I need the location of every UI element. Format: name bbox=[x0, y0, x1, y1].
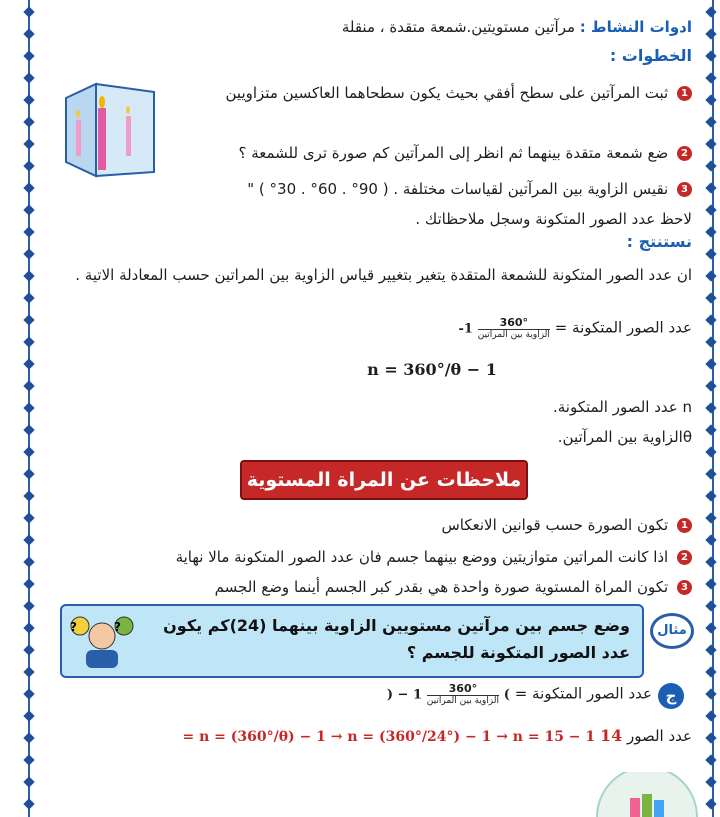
formula-minus-one: 1- bbox=[458, 321, 473, 337]
border-dot bbox=[23, 28, 34, 39]
border-dot bbox=[705, 534, 716, 545]
border-dot bbox=[23, 732, 34, 743]
border-dot bbox=[705, 666, 716, 677]
border-dot bbox=[705, 798, 716, 809]
step-text: ضع شمعة متقدة بينهما ثم انظر إلى المرآتين كم صورة ترى للشمعة ؟ bbox=[238, 144, 669, 162]
border-dot bbox=[705, 72, 716, 83]
border-dot bbox=[23, 116, 34, 127]
border-dot bbox=[705, 182, 716, 193]
border-dot bbox=[705, 754, 716, 765]
solution-tail: 1 − ( bbox=[386, 687, 423, 703]
activity-label: ادوات النشاط : bbox=[579, 18, 692, 36]
thinking-student-icon bbox=[70, 612, 134, 670]
formula-line bbox=[52, 316, 692, 340]
border-dot bbox=[23, 534, 34, 545]
border-dot bbox=[705, 446, 716, 457]
border-dot bbox=[23, 468, 34, 479]
border-dot bbox=[23, 160, 34, 171]
final-label: عدد الصور bbox=[626, 727, 692, 745]
border-dot bbox=[23, 380, 34, 391]
border-dot bbox=[23, 270, 34, 281]
note-number: 1 bbox=[677, 518, 692, 533]
border-dot bbox=[23, 578, 34, 589]
solution-paren-close: ) bbox=[503, 687, 510, 703]
border-dot bbox=[23, 402, 34, 413]
border-dot bbox=[705, 50, 716, 61]
step-1 bbox=[212, 78, 692, 108]
border-dot bbox=[23, 688, 34, 699]
border-dot bbox=[23, 94, 34, 105]
right-dotted-border bbox=[698, 0, 714, 817]
border-dot bbox=[23, 556, 34, 567]
step-number: 1 bbox=[677, 86, 692, 101]
border-dot bbox=[23, 6, 34, 17]
note-3 bbox=[52, 578, 692, 596]
border-dot bbox=[705, 490, 716, 501]
notes-banner: ملاحظات عن المراة المستوية bbox=[240, 460, 528, 500]
mirrors-candle-illustration bbox=[64, 80, 156, 180]
border-dot bbox=[23, 666, 34, 677]
border-dot bbox=[705, 578, 716, 589]
solution-label: عدد الصور المتكونة = bbox=[514, 684, 652, 703]
step-3 bbox=[212, 174, 692, 234]
example-question: وضع جسم بين مرآتين مستويين الزاوية بينهما (24)كم يكون عدد الصور المتكونة للجسم ؟ bbox=[163, 616, 630, 662]
formula-fraction bbox=[478, 316, 550, 340]
equation-line bbox=[52, 360, 692, 379]
border-dot bbox=[705, 292, 716, 303]
border-dot bbox=[23, 600, 34, 611]
border-dot bbox=[705, 688, 716, 699]
note-number: 2 bbox=[677, 550, 692, 565]
border-dot bbox=[705, 160, 716, 171]
border-dot bbox=[23, 358, 34, 369]
step-number: 2 bbox=[677, 146, 692, 161]
border-dot bbox=[705, 204, 716, 215]
steps-heading: الخطوات : bbox=[609, 46, 692, 65]
border-dot bbox=[23, 204, 34, 215]
border-dot bbox=[705, 138, 716, 149]
note-text: تكون الصورة حسب قوانين الانعكاس bbox=[441, 516, 669, 534]
n-definition: n عدد الصور المتكونة. bbox=[552, 398, 692, 416]
border-dot bbox=[705, 358, 716, 369]
conclusion-heading: نستنتج : bbox=[626, 232, 692, 251]
border-dot bbox=[23, 512, 34, 523]
border-dot bbox=[705, 270, 716, 281]
activity-text: مرآتين مستويتين.شمعة متقدة ، منقلة bbox=[341, 18, 576, 36]
border-dot bbox=[23, 72, 34, 83]
border-dot bbox=[23, 182, 34, 193]
border-dot bbox=[705, 600, 716, 611]
activity-line bbox=[52, 18, 692, 36]
border-dot bbox=[705, 622, 716, 633]
book-logo-icon bbox=[592, 772, 702, 817]
svg-text:?: ? bbox=[114, 620, 121, 634]
conclusion-text: ان عدد الصور المتكونة للشمعة المتقدة يتغير بتغيير قياس الزاوية بين المراتين حسب المعادلة الاتية . bbox=[75, 266, 692, 284]
example-box bbox=[60, 604, 644, 678]
border-dot bbox=[705, 248, 716, 259]
border-dot bbox=[705, 336, 716, 347]
border-dot bbox=[705, 226, 716, 237]
border-dot bbox=[705, 94, 716, 105]
solution-fraction bbox=[427, 682, 499, 706]
border-dot bbox=[23, 336, 34, 347]
fraction-numerator: 360° bbox=[478, 316, 550, 330]
formula-label: عدد الصور المتكونة = bbox=[554, 318, 692, 337]
left-dotted-border bbox=[28, 0, 44, 817]
border-dot bbox=[705, 776, 716, 787]
border-dot bbox=[23, 776, 34, 787]
border-dot bbox=[23, 622, 34, 633]
example-badge: مثال bbox=[650, 613, 694, 649]
step-text: نقيس الزاوية بين المرآتين لقياسات مختلفة . ( 90° . 60° . 30° ) " لاحظ عدد الصور المتكونة وسجل ملاحظاتك . bbox=[247, 180, 692, 228]
fraction-denominator: الزاوية بين المراتين bbox=[426, 696, 499, 706]
solution-formula bbox=[52, 682, 652, 706]
solution-badge: ج bbox=[658, 683, 684, 709]
fraction-numerator: 360° bbox=[427, 682, 499, 696]
border-dot bbox=[705, 116, 716, 127]
border-dot bbox=[23, 292, 34, 303]
border-dot bbox=[705, 710, 716, 721]
border-dot bbox=[23, 50, 34, 61]
border-dot bbox=[705, 732, 716, 743]
border-dot bbox=[705, 644, 716, 655]
border-dot bbox=[705, 402, 716, 413]
note-2 bbox=[52, 548, 692, 566]
solution-final bbox=[52, 726, 692, 745]
border-dot bbox=[705, 380, 716, 391]
border-dot bbox=[23, 754, 34, 765]
note-number: 3 bbox=[677, 580, 692, 595]
border-dot bbox=[23, 644, 34, 655]
main-equation: n = 360°/θ − 1 bbox=[367, 360, 497, 379]
step-number: 3 bbox=[677, 182, 692, 197]
border-dot bbox=[23, 226, 34, 237]
border-dot bbox=[705, 556, 716, 567]
step-text: ثبت المرآتين على سطح أفقي بحيث يكون سطحاهما العاكسين متزاويين bbox=[225, 84, 669, 102]
border-dot bbox=[23, 314, 34, 325]
theta-definition: θالزاوية بين المرآتين. bbox=[557, 428, 692, 446]
border-dot bbox=[705, 28, 716, 39]
step-2 bbox=[212, 144, 692, 162]
svg-text:?: ? bbox=[70, 620, 77, 634]
final-value: 14 bbox=[599, 726, 623, 745]
border-dot bbox=[23, 424, 34, 435]
border-dot bbox=[705, 314, 716, 325]
border-dot bbox=[23, 446, 34, 457]
border-dot bbox=[23, 138, 34, 149]
border-dot bbox=[705, 512, 716, 523]
border-dot bbox=[23, 490, 34, 501]
note-text: اذا كانت المراتين متوازيتين ووضع بينهما جسم فان عدد الصور المتكونة مالا نهاية bbox=[175, 548, 669, 566]
border-dot bbox=[23, 798, 34, 809]
note-1 bbox=[52, 516, 692, 534]
border-dot bbox=[705, 424, 716, 435]
note-text: تكون المراة المستوية صورة واحدة هي بقدر كبر الجسم أينما وضع الجسم bbox=[214, 578, 669, 596]
border-dot bbox=[705, 6, 716, 17]
solution-equation: n = (360°/θ) − 1 → n = (360°/24°) − 1 → n = 15 − 1 = bbox=[182, 729, 596, 745]
border-dot bbox=[23, 248, 34, 259]
border-dot bbox=[23, 710, 34, 721]
border-dot bbox=[705, 468, 716, 479]
fraction-denominator: الزاوية بين المراتين bbox=[477, 330, 550, 340]
